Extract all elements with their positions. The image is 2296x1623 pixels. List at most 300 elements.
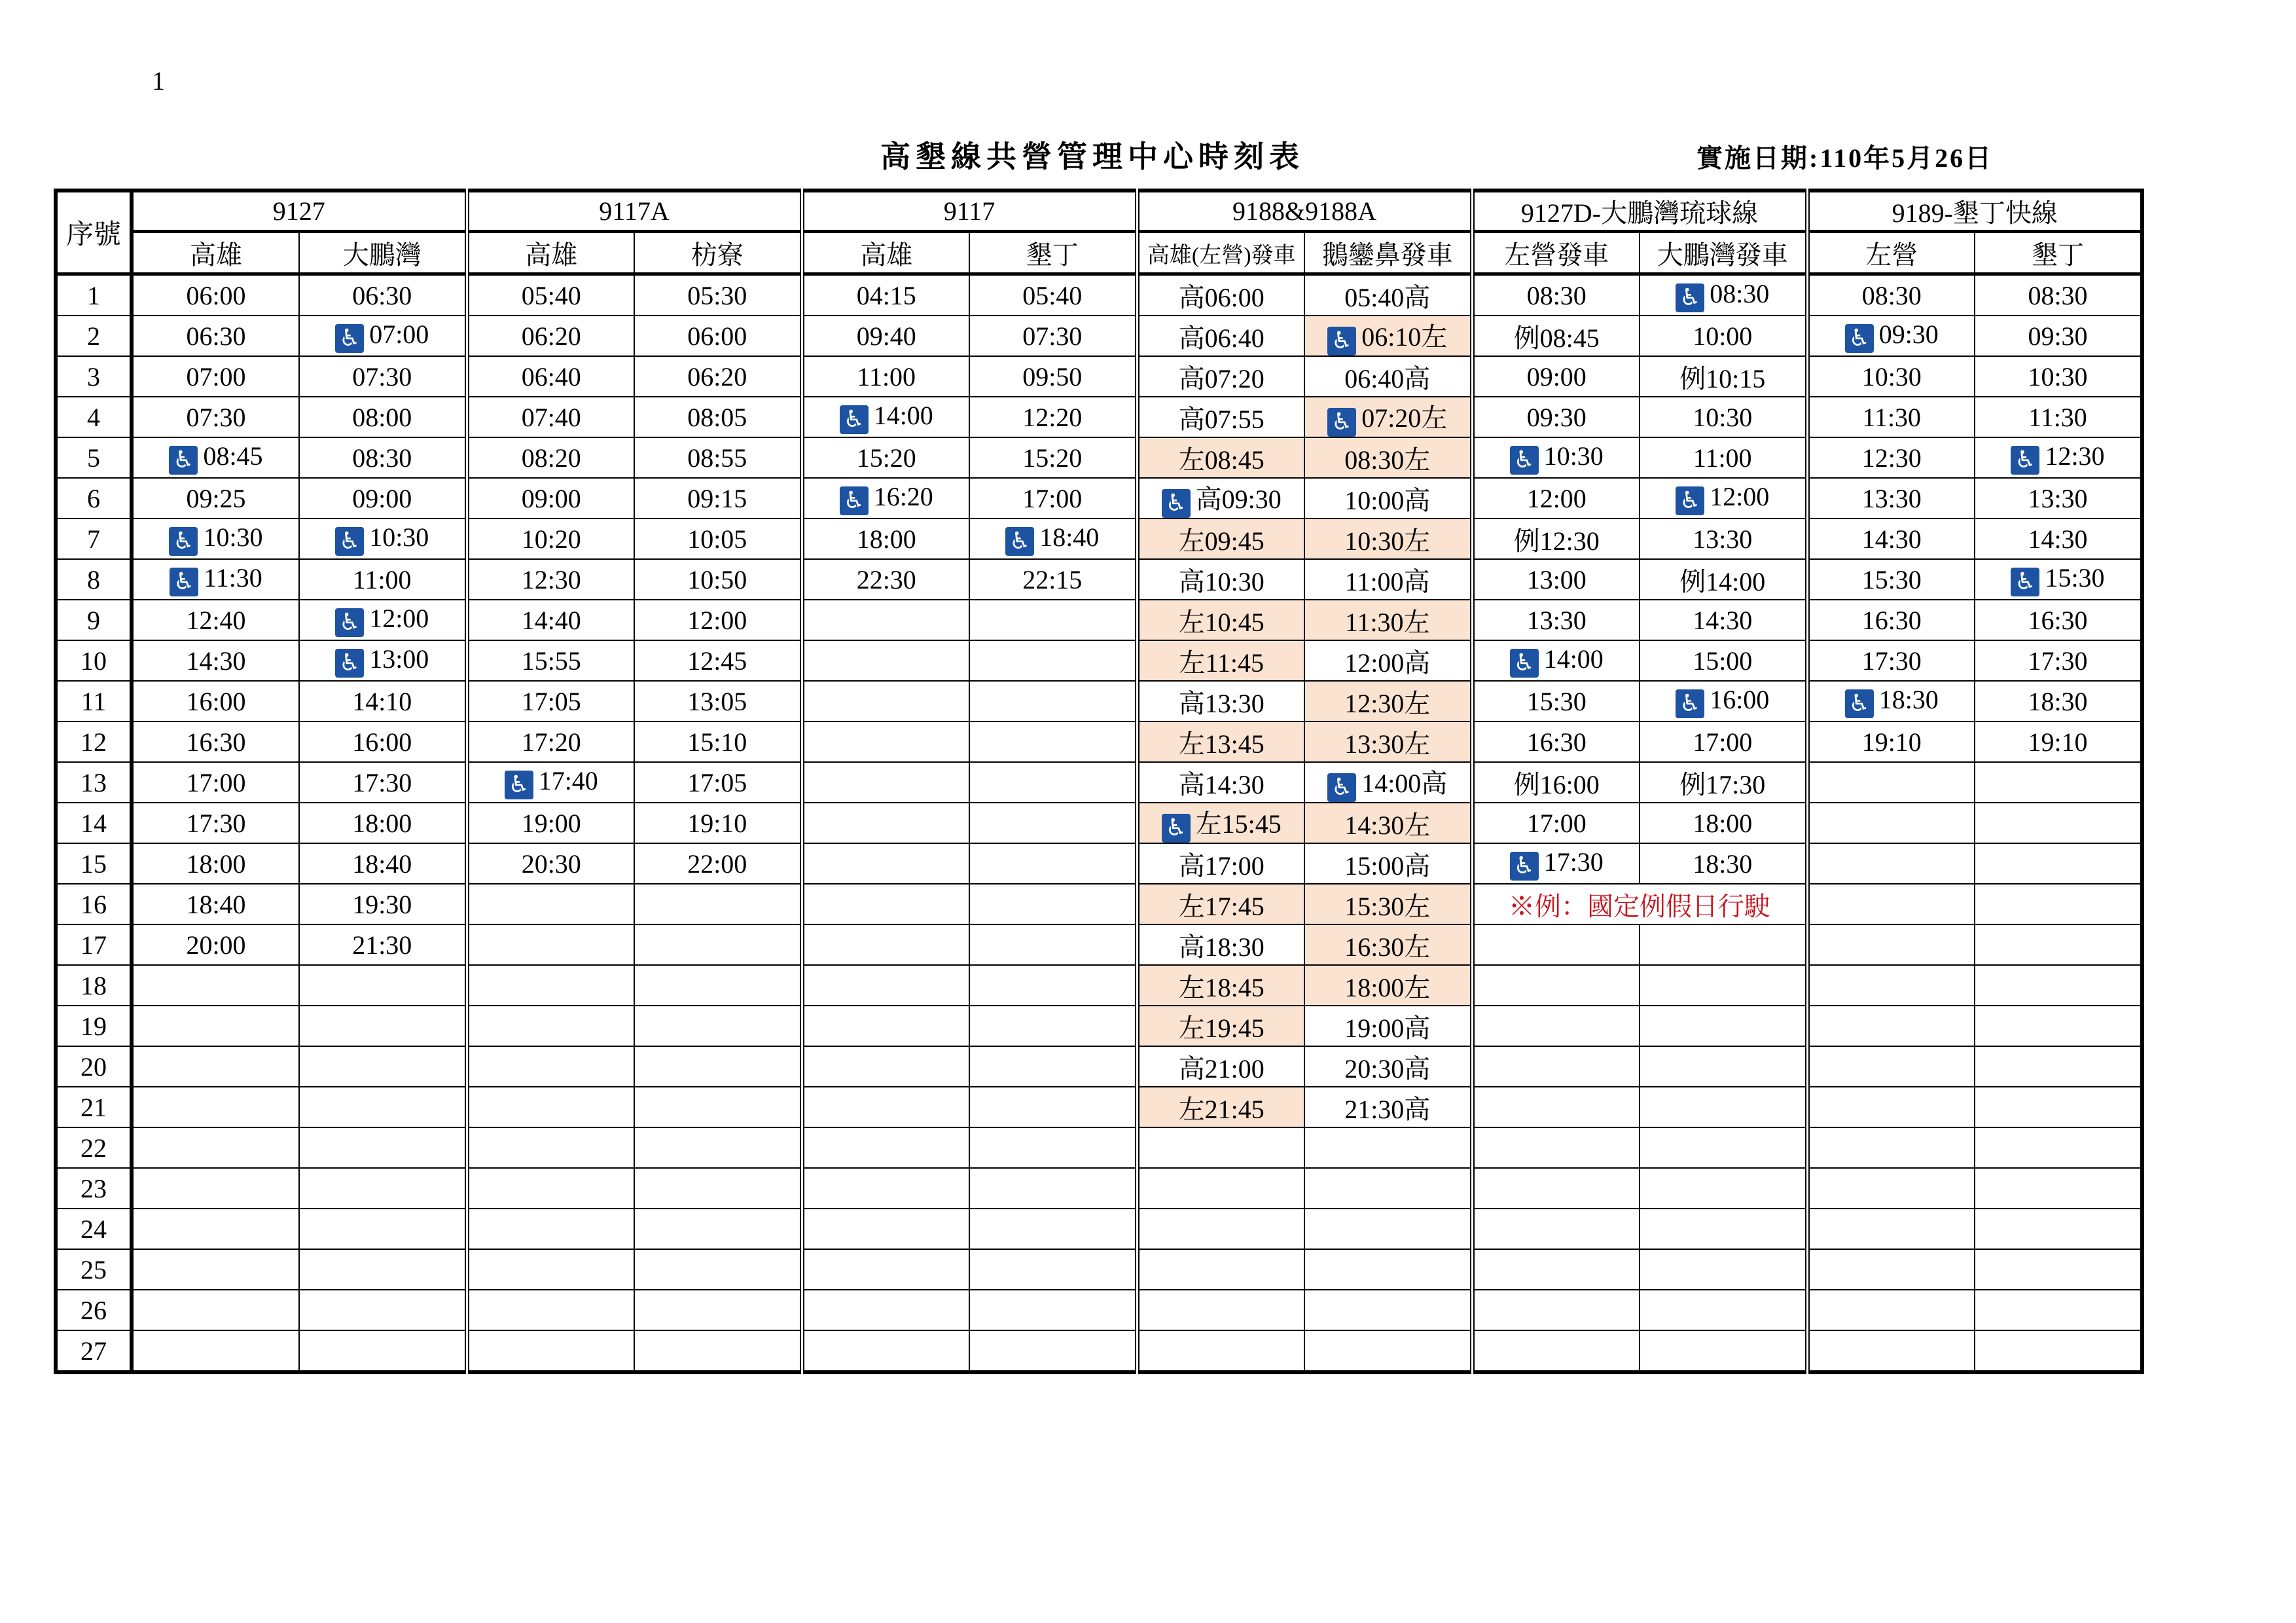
route-header: 9188&9188A [1137, 191, 1472, 232]
time-cell: 12:00高 [1304, 640, 1472, 681]
seq-cell: 27 [56, 1330, 132, 1372]
time-cell: 07:30 [969, 316, 1137, 356]
table-row [56, 1168, 2142, 1209]
time-cell [1975, 965, 2142, 1006]
seq-cell: 2 [56, 316, 132, 356]
time-cell: 10:05 [634, 519, 802, 559]
time-cell [299, 1127, 467, 1168]
time-cell: 12:20 [969, 397, 1137, 437]
wheelchair-icon: ♿ [170, 568, 198, 596]
time-cell [634, 884, 802, 924]
time-cell: 17:20 [467, 721, 634, 762]
time-cell: 12:30左 [1304, 681, 1472, 721]
time-cell: 16:30 [1472, 721, 1640, 762]
time-cell: 07:00 [132, 356, 299, 397]
direction-header: 高雄 [467, 232, 634, 274]
time-cell: 07:30 [299, 356, 467, 397]
route-header: 9127 [132, 191, 467, 232]
time-cell: 10:20 [467, 519, 634, 559]
seq-cell: 1 [56, 274, 132, 316]
table-row [56, 356, 2142, 397]
time-cell: 09:40 [802, 316, 969, 356]
time-cell [1137, 1168, 1304, 1209]
time-cell [802, 681, 969, 721]
seq-cell: 12 [56, 721, 132, 762]
time-cell: 高18:30 [1137, 924, 1304, 965]
table-row [56, 1006, 2142, 1046]
time-cell: 08:30 [1807, 274, 1975, 316]
time-cell: 左13:45 [1137, 721, 1304, 762]
time-cell [1807, 843, 1975, 884]
seq-cell: 7 [56, 519, 132, 559]
time-cell: 例08:45 [1472, 316, 1640, 356]
table-row [56, 1249, 2142, 1290]
time-cell: 10:00 [1640, 316, 1807, 356]
time-cell [299, 519, 467, 559]
time-cell: 06:00 [132, 274, 299, 316]
time-cell [467, 762, 634, 803]
time-cell [1640, 1087, 1807, 1127]
time-cell [1472, 1249, 1640, 1290]
time-cell [969, 843, 1137, 884]
time-cell: 左18:45 [1137, 965, 1304, 1006]
time-cell [467, 1249, 634, 1290]
time-cell [802, 843, 969, 884]
time-cell: 08:05 [634, 397, 802, 437]
time-cell [299, 1209, 467, 1249]
page-number: 1 [152, 66, 165, 96]
time-cell [1304, 1127, 1472, 1168]
time-cell: 13:30 [1807, 478, 1975, 519]
time-cell: 15:10 [634, 721, 802, 762]
table-row [56, 924, 2142, 965]
time-cell [132, 1006, 299, 1046]
time-cell: 11:00 [1640, 437, 1807, 478]
time-cell [1975, 1006, 2142, 1046]
time-cell [969, 1209, 1137, 1249]
wheelchair-icon: ♿ [1845, 689, 1874, 718]
time-cell [969, 965, 1137, 1006]
direction-header: 墾丁 [969, 232, 1137, 274]
time-cell: 15:30 [1472, 681, 1640, 721]
time-cell: 左19:45 [1137, 1006, 1304, 1046]
time-cell [467, 1168, 634, 1209]
time-text: 16:20 [873, 482, 933, 511]
time-cell: 10:30 [1640, 397, 1807, 437]
time-text: 07:00 [369, 319, 429, 349]
time-cell: 17:30 [1975, 640, 2142, 681]
time-cell [299, 640, 467, 681]
time-cell [1304, 397, 1472, 437]
time-cell: 左17:45 [1137, 884, 1304, 924]
time-cell [802, 1127, 969, 1168]
time-cell: 08:30左 [1304, 437, 1472, 478]
time-cell: 17:05 [634, 762, 802, 803]
time-cell: 11:30左 [1304, 600, 1472, 640]
time-cell [634, 924, 802, 965]
time-cell: 14:40 [467, 600, 634, 640]
time-cell [1137, 803, 1304, 843]
time-cell [467, 1330, 634, 1372]
time-cell: 09:30 [1975, 316, 2142, 356]
seq-cell: 20 [56, 1046, 132, 1087]
time-cell: 06:30 [299, 274, 467, 316]
wheelchair-icon: ♿ [1327, 327, 1356, 356]
time-cell: 12:45 [634, 640, 802, 681]
time-cell: 14:30左 [1304, 803, 1472, 843]
time-cell [299, 1330, 467, 1372]
time-cell [1137, 1209, 1304, 1249]
seq-header: 序號 [56, 191, 132, 274]
time-cell [1137, 478, 1304, 519]
wheelchair-icon: ♿ [1327, 773, 1356, 802]
table-row [56, 884, 2142, 924]
time-cell: 21:30 [299, 924, 467, 965]
time-cell: 04:15 [802, 274, 969, 316]
time-cell [969, 1168, 1137, 1209]
time-cell [467, 884, 634, 924]
time-cell [1472, 1209, 1640, 1249]
time-cell [1807, 1127, 1975, 1168]
wheelchair-icon: ♿ [1676, 689, 1704, 718]
time-cell [299, 1290, 467, 1330]
wheelchair-icon: ♿ [335, 527, 364, 556]
time-cell: 06:20 [467, 316, 634, 356]
wheelchair-icon: ♿ [2011, 568, 2039, 596]
time-cell: 高14:30 [1137, 762, 1304, 803]
time-cell [634, 965, 802, 1006]
wheelchair-icon: ♿ [1510, 446, 1539, 475]
time-cell: 10:30左 [1304, 519, 1472, 559]
time-cell [1472, 924, 1640, 965]
table-row [56, 397, 2142, 437]
table-row [56, 721, 2142, 762]
time-cell [1807, 681, 1975, 721]
time-cell: 12:00 [1472, 478, 1640, 519]
wheelchair-icon: ♿ [1510, 649, 1539, 678]
time-text: 10:30 [203, 522, 263, 552]
time-cell: 09:00 [1472, 356, 1640, 397]
table-row [56, 519, 2142, 559]
time-cell: 高06:00 [1137, 274, 1304, 316]
time-text: 高09:30 [1195, 484, 1282, 514]
time-cell: 11:00 [299, 559, 467, 600]
time-cell [1472, 1006, 1640, 1046]
seq-cell: 8 [56, 559, 132, 600]
wheelchair-icon: ♿ [335, 649, 364, 678]
footnote: ※例：國定例假日行駛 [1472, 884, 1807, 924]
wheelchair-icon: ♿ [335, 324, 364, 353]
time-cell: 19:10 [634, 803, 802, 843]
time-cell [1640, 924, 1807, 965]
time-cell: 左11:45 [1137, 640, 1304, 681]
time-cell: 11:00高 [1304, 559, 1472, 600]
time-text: 14:00 [1543, 644, 1604, 674]
wheelchair-icon: ♿ [169, 446, 198, 475]
wheelchair-icon: ♿ [1845, 324, 1874, 353]
table-row [56, 1087, 2142, 1127]
time-cell [299, 1046, 467, 1087]
time-cell [132, 1330, 299, 1372]
time-cell [1975, 1209, 2142, 1249]
time-cell [802, 1087, 969, 1127]
seq-cell: 10 [56, 640, 132, 681]
time-cell [1640, 1006, 1807, 1046]
time-cell [1472, 1168, 1640, 1209]
time-cell [1807, 965, 1975, 1006]
direction-header: 高雄(左營)發車 [1137, 232, 1304, 274]
time-cell [634, 1006, 802, 1046]
time-cell: 10:30 [1975, 356, 2142, 397]
time-cell: 16:00 [132, 681, 299, 721]
time-cell [1807, 316, 1975, 356]
time-cell: 09:50 [969, 356, 1137, 397]
seq-cell: 14 [56, 803, 132, 843]
time-cell [802, 1290, 969, 1330]
time-cell [1975, 1087, 2142, 1127]
time-cell: 高21:00 [1137, 1046, 1304, 1087]
time-cell: 22:15 [969, 559, 1137, 600]
time-cell: 17:00 [1640, 721, 1807, 762]
table-row [56, 316, 2142, 356]
time-cell: 17:00 [1472, 803, 1640, 843]
table-row [56, 640, 2142, 681]
direction-header: 大鵬灣 [299, 232, 467, 274]
time-cell: 05:40 [969, 274, 1137, 316]
time-cell [1472, 1330, 1640, 1372]
wheelchair-icon: ♿ [335, 608, 364, 637]
time-cell [299, 1249, 467, 1290]
time-cell: 19:30 [299, 884, 467, 924]
time-cell [802, 924, 969, 965]
time-cell [1472, 1127, 1640, 1168]
time-cell: 16:30 [132, 721, 299, 762]
route-header: 9127D-大鵬灣琉球線 [1472, 191, 1807, 232]
time-cell [1640, 1127, 1807, 1168]
seq-cell: 19 [56, 1006, 132, 1046]
time-cell: 13:30 [1472, 600, 1640, 640]
time-cell [802, 884, 969, 924]
time-cell: 10:30 [1807, 356, 1975, 397]
time-cell [467, 924, 634, 965]
time-text: 18:30 [1878, 685, 1939, 714]
time-cell [1137, 1249, 1304, 1290]
time-cell [802, 640, 969, 681]
time-cell [1807, 1006, 1975, 1046]
time-cell [969, 600, 1137, 640]
time-cell: 06:20 [634, 356, 802, 397]
time-cell: 12:30 [467, 559, 634, 600]
time-cell: 08:00 [299, 397, 467, 437]
time-cell: 17:00 [132, 762, 299, 803]
time-cell [1975, 924, 2142, 965]
time-cell: 21:30高 [1304, 1087, 1472, 1127]
direction-header: 高雄 [132, 232, 299, 274]
time-cell: 11:30 [1975, 397, 2142, 437]
time-cell [299, 1006, 467, 1046]
time-cell: 18:40 [132, 884, 299, 924]
time-cell [969, 762, 1137, 803]
seq-cell: 9 [56, 600, 132, 640]
time-cell: 18:00左 [1304, 965, 1472, 1006]
time-cell [299, 1087, 467, 1127]
time-text: 17:30 [1543, 847, 1604, 877]
time-cell [1975, 803, 2142, 843]
time-cell: 高07:20 [1137, 356, 1304, 397]
table-row [56, 762, 2142, 803]
time-cell: 12:40 [132, 600, 299, 640]
time-cell [802, 803, 969, 843]
time-cell [969, 1087, 1137, 1127]
seq-cell: 21 [56, 1087, 132, 1127]
time-cell [1640, 965, 1807, 1006]
time-cell [1472, 1087, 1640, 1127]
time-cell: 高10:30 [1137, 559, 1304, 600]
time-cell [1807, 1290, 1975, 1330]
time-cell [1807, 1046, 1975, 1087]
time-text: 10:30 [369, 522, 429, 552]
wheelchair-icon: ♿ [1162, 814, 1191, 843]
time-cell: 06:40高 [1304, 356, 1472, 397]
time-text: 12:00 [1710, 482, 1770, 511]
time-text: 06:10左 [1361, 322, 1448, 352]
route-header: 9189-墾丁快線 [1807, 191, 2142, 232]
seq-cell: 15 [56, 843, 132, 884]
time-cell: 13:05 [634, 681, 802, 721]
time-cell [802, 1330, 969, 1372]
seq-cell: 22 [56, 1127, 132, 1168]
time-cell: 15:30左 [1304, 884, 1472, 924]
time-text: 16:00 [1710, 685, 1770, 714]
time-cell [802, 1046, 969, 1087]
time-cell: 18:00 [132, 843, 299, 884]
time-cell [1807, 762, 1975, 803]
time-cell [1472, 640, 1640, 681]
time-cell [969, 519, 1137, 559]
time-cell: 16:30 [1807, 600, 1975, 640]
wheelchair-icon: ♿ [840, 405, 869, 434]
time-text: 12:30 [2045, 441, 2105, 471]
time-cell [634, 1249, 802, 1290]
time-cell [634, 1330, 802, 1372]
time-cell: 左21:45 [1137, 1087, 1304, 1127]
time-cell: 15:55 [467, 640, 634, 681]
time-cell: 18:00 [1640, 803, 1807, 843]
time-cell [802, 1168, 969, 1209]
time-cell: 14:30 [1975, 519, 2142, 559]
time-text: 09:30 [1878, 319, 1939, 349]
time-cell: 13:30 [1640, 519, 1807, 559]
time-cell [969, 884, 1137, 924]
time-text: 12:00 [369, 604, 429, 633]
time-cell [802, 1006, 969, 1046]
time-cell: 08:30 [1975, 274, 2142, 316]
time-cell: 18:30 [1640, 843, 1807, 884]
direction-header: 左營發車 [1472, 232, 1640, 274]
effective-date: 實施日期:110年5月26日 [1696, 143, 1994, 173]
time-text: 14:00高 [1361, 769, 1448, 798]
time-cell: 高06:40 [1137, 316, 1304, 356]
time-cell [1975, 1249, 2142, 1290]
seq-cell: 23 [56, 1168, 132, 1209]
time-cell: 08:30 [299, 437, 467, 478]
time-cell: 06:00 [634, 316, 802, 356]
time-cell: 09:25 [132, 478, 299, 519]
time-cell [1640, 1046, 1807, 1087]
direction-header: 大鵬灣發車 [1640, 232, 1807, 274]
wheelchair-icon: ♿ [1676, 486, 1704, 515]
table-row [56, 1127, 2142, 1168]
time-cell [132, 1087, 299, 1127]
time-cell: 05:40高 [1304, 274, 1472, 316]
time-cell [802, 1249, 969, 1290]
table-row [56, 1209, 2142, 1249]
direction-header: 鵝鑾鼻發車 [1304, 232, 1472, 274]
time-cell [1975, 762, 2142, 803]
time-cell [467, 1127, 634, 1168]
time-cell: 12:30 [1807, 437, 1975, 478]
time-cell [634, 1209, 802, 1249]
time-cell [467, 1006, 634, 1046]
wheelchair-icon: ♿ [2011, 446, 2039, 475]
time-cell: 19:00高 [1304, 1006, 1472, 1046]
time-cell: 10:00高 [1304, 478, 1472, 519]
time-cell: 20:00 [132, 924, 299, 965]
direction-header: 左營 [1807, 232, 1975, 274]
seq-cell: 11 [56, 681, 132, 721]
time-cell: 14:30 [1807, 519, 1975, 559]
time-cell [1975, 843, 2142, 884]
time-cell [1807, 1249, 1975, 1290]
page-title: 高墾線共營管理中心時刻表 [880, 140, 1304, 173]
time-cell [1975, 1046, 2142, 1087]
time-cell [1975, 1168, 2142, 1209]
time-cell: 左10:45 [1137, 600, 1304, 640]
time-cell [802, 1209, 969, 1249]
time-cell: 10:50 [634, 559, 802, 600]
time-cell [969, 640, 1137, 681]
time-cell [299, 965, 467, 1006]
time-cell [132, 1127, 299, 1168]
time-cell: 19:10 [1807, 721, 1975, 762]
seq-cell: 3 [56, 356, 132, 397]
time-cell: 18:00 [802, 519, 969, 559]
time-cell [1304, 762, 1472, 803]
time-cell: 12:00 [634, 600, 802, 640]
time-cell: 例17:30 [1640, 762, 1807, 803]
time-cell [802, 721, 969, 762]
table-row [56, 437, 2142, 478]
time-cell [1975, 1330, 2142, 1372]
time-cell [1975, 559, 2142, 600]
time-cell [634, 1127, 802, 1168]
direction-header: 墾丁 [1975, 232, 2142, 274]
time-cell [467, 1046, 634, 1087]
time-cell [969, 721, 1137, 762]
time-cell: 高07:55 [1137, 397, 1304, 437]
time-cell: 17:30 [1807, 640, 1975, 681]
time-cell [1640, 1168, 1807, 1209]
time-text: 08:30 [1710, 279, 1770, 308]
time-cell [1807, 1087, 1975, 1127]
time-cell [1137, 1330, 1304, 1372]
time-cell: 16:00 [299, 721, 467, 762]
time-cell: 11:30 [1807, 397, 1975, 437]
time-cell: 13:00 [1472, 559, 1640, 600]
wheelchair-icon: ♿ [169, 527, 198, 556]
time-cell [467, 1087, 634, 1127]
time-cell [1137, 1290, 1304, 1330]
